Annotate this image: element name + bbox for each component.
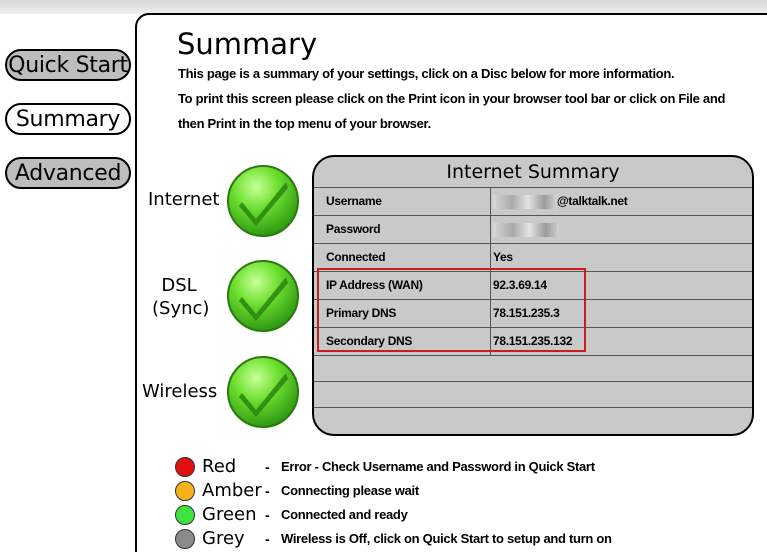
page-description-line2: To print this screen please click on the Print icon in your browser tool bar or click on File and — [178, 91, 726, 106]
legend-name: Amber — [202, 480, 262, 501]
legend-name: Red — [202, 456, 237, 477]
dsl-disc-label — [152, 274, 210, 320]
nav-quick-start-label: Quick Start — [8, 52, 128, 78]
legend-name: Grey — [202, 528, 245, 549]
legend-dash: - — [265, 531, 270, 547]
dsl-disc-label-line1: DSL — [161, 275, 197, 296]
legend-dash: - — [265, 483, 270, 499]
password-value-cell — [490, 216, 559, 243]
grey-status-dot-icon — [175, 529, 195, 549]
ip-address-value: 92.3.69.14 — [490, 272, 547, 299]
secondary-dns-value: 78.151.235.132 — [490, 328, 572, 355]
dsl-disc-label-line2: (Sync) — [152, 298, 210, 319]
legend-description: Error - Check Username and Password in Quick Start — [281, 459, 595, 474]
wireless-status-disc-icon[interactable] — [226, 355, 300, 429]
redacted-password — [493, 223, 559, 237]
primary-dns-value: 78.151.235.3 — [490, 300, 559, 327]
nav-summary-button[interactable] — [5, 103, 131, 135]
secondary-dns-label: Secondary DNS — [326, 334, 413, 348]
dsl-status-disc-icon[interactable] — [226, 259, 300, 333]
ip-address-label: IP Address (WAN) — [326, 278, 423, 292]
nav-advanced-button[interactable] — [5, 157, 131, 189]
legend-item-amber — [175, 480, 735, 502]
connected-value: Yes — [490, 244, 513, 271]
table-row — [314, 215, 752, 243]
amber-status-dot-icon — [175, 481, 195, 501]
top-bar — [0, 0, 767, 14]
internet-disc-label: Internet — [148, 189, 220, 210]
nav-advanced-label: Advanced — [14, 160, 122, 186]
empty-table-row — [314, 355, 752, 383]
username-value-cell — [490, 188, 628, 215]
legend-description: Connected and ready — [281, 507, 408, 522]
green-status-dot-icon — [175, 505, 195, 525]
wireless-disc-label: Wireless — [142, 381, 218, 402]
table-row — [314, 187, 752, 215]
legend-dash: - — [265, 459, 270, 475]
page-description-line3: then Print in the top menu of your browser. — [178, 116, 431, 131]
internet-status-disc-icon[interactable] — [226, 164, 300, 238]
empty-table-row — [314, 407, 752, 435]
legend-dash: - — [265, 507, 270, 523]
legend-description: Wireless is Off, click on Quick Start to setup and turn on — [281, 531, 612, 546]
page-title: Summary — [177, 27, 318, 61]
internet-summary-title: Internet Summary — [446, 161, 620, 183]
username-domain: @talktalk.net — [557, 194, 628, 208]
page-description-line1: This page is a summary of your settings, click on a Disc below for more information. — [178, 66, 675, 81]
username-label: Username — [326, 194, 382, 208]
table-row — [314, 243, 752, 271]
nav-quick-start-button[interactable] — [5, 49, 131, 81]
network-info-highlight — [317, 268, 586, 352]
legend-name: Green — [202, 504, 257, 525]
red-status-dot-icon — [175, 457, 195, 477]
connected-label: Connected — [326, 250, 386, 264]
redacted-username — [493, 195, 557, 209]
nav-summary-label: Summary — [15, 106, 121, 132]
primary-dns-label: Primary DNS — [326, 306, 397, 320]
legend-item-red — [175, 456, 735, 478]
empty-table-row — [314, 381, 752, 409]
password-label: Password — [326, 222, 381, 236]
legend-description: Connecting please wait — [281, 483, 419, 498]
legend-item-grey — [175, 528, 735, 550]
legend-item-green — [175, 504, 735, 526]
